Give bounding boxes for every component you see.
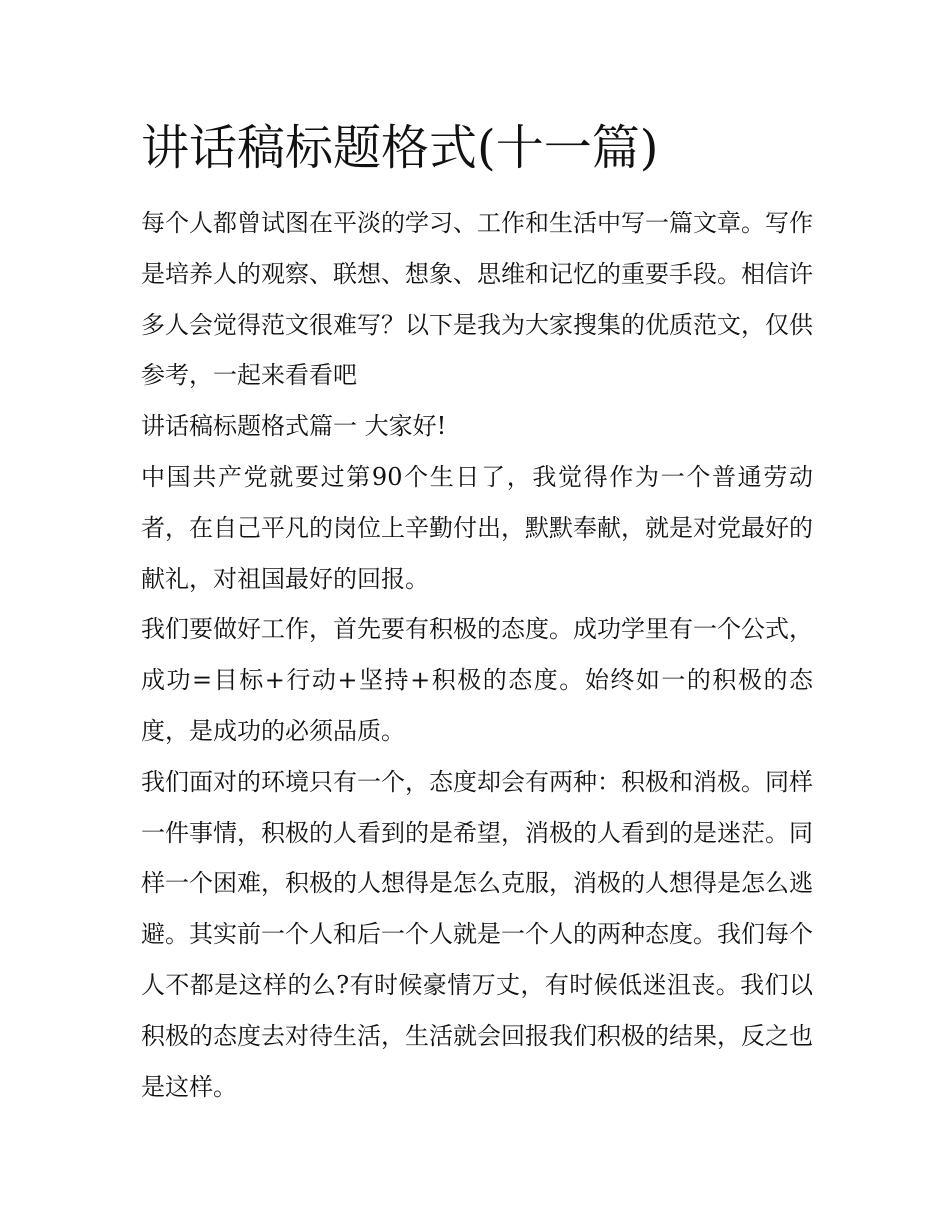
paragraph-positive-attitude: 我们要做好工作，首先要有积极的态度。成功学里有一个公式，成功=目标+行动+坚持+积极的态度。始终如一的积极的态度，是成功的必须品质。: [141, 615, 813, 745]
paragraph-two-attitudes: 我们面对的环境只有一个，态度却会有两种：积极和消极。同样一件事情，积极的人看到的是希望，消极的人看到的是迷茫。同样一个困难，积极的人想得是怎么克服，消极的人想得是怎么逃避。其实前一个人和后一个人就是一个人的两种态度。我们每个人不都是这样的么?有时候豪情万丈，有时候低迷沮丧。我们以积极的态度去对待生活，生活就会回报我们积极的结果，反之也是这样。: [141, 767, 813, 1101]
paragraph-party-birthday: 中国共产党就要过第90个生日了，我觉得作为一个普通劳动者，在自己平凡的岗位上辛勤付出，默默奉献，就是对党最好的献礼，对祖国最好的回报。: [141, 462, 813, 593]
paragraph-section-heading: 讲话稿标题格式篇一 大家好!: [141, 412, 447, 441]
paragraph-intro: 每个人都曾试图在平淡的学习、工作和生活中写一篇文章。写作是培养人的观察、联想、想象、思维和记忆的重要手段。相信许多人会觉得范文很难写？以下是我为大家搜集的优质范文，仅供参考，一起来看看吧: [141, 209, 813, 390]
document-title: 讲话稿标题格式(十一篇): [141, 120, 659, 176]
document-page: [141, 112, 813, 1112]
